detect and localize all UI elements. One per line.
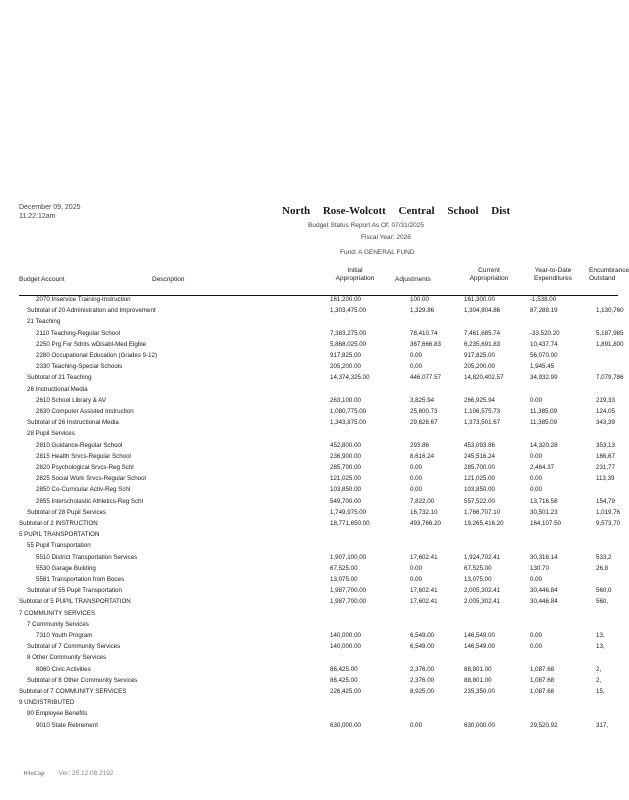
row-description: 2110 Teaching-Regular School [36,329,121,337]
row-adjustments: 0.00 [410,363,423,371]
row-encumbrance: 124,05 [596,408,615,415]
row-encumbrance: 9,573,70 [596,520,621,527]
row-ytd-expenditures: 2,464.37 [530,464,555,471]
row-ytd-expenditures: 0.00 [530,643,543,651]
table-row [0,362,618,372]
row-ytd-expenditures: 0.00 [530,475,543,483]
row-adjustments: 446,077.57 [410,374,441,382]
col-ytd-expenditures [524,267,582,283]
row-description: 5581 Transportation from Boces [36,576,125,583]
row-adjustments: 0.00 [410,352,423,359]
table-row [0,441,618,451]
row-initial-appropriation: 5,868,025.00 [330,340,367,348]
row-current-appropriation: 88,801.00 [464,665,492,673]
row-description: 2280 Occupational Education (Grades 9-12) [36,352,158,359]
row-current-appropriation: 7,461,685.74 [464,329,501,337]
row-current-appropriation: 146,549.00 [464,632,495,639]
row-description: 2810 Guidance-Regular School [36,441,123,449]
table-row [0,418,618,428]
row-adjustments: 17,602.41 [410,553,438,561]
row-description: Subtotal of 5 PUPIL TRANSPORTATION [19,598,131,606]
row-encumbrance: 560,0 [596,587,612,595]
row-encumbrance: 154,79 [596,497,615,505]
row-ytd-expenditures: 11,385.09 [530,419,558,427]
footer-version: Ver: 25.12.08.2192 [58,770,114,777]
table-row [0,575,618,585]
row-description: 7 Community Services [27,620,89,628]
row-ytd-expenditures: 1,087.68 [530,665,555,673]
table-row [0,586,618,596]
row-ytd-expenditures: 87,288.19 [530,307,558,315]
row-ytd-expenditures: 0.00 [530,396,543,404]
row-ytd-expenditures: 10,437.74 [530,340,558,348]
table-row [0,485,618,495]
row-ytd-expenditures: 0.00 [530,486,543,494]
row-ytd-expenditures: 14,320.28 [530,441,558,449]
row-current-appropriation: 121,025.00 [464,475,495,483]
row-current-appropriation: 19,265,416.20 [464,520,504,527]
row-initial-appropriation: 86,425.00 [330,676,358,684]
row-adjustments: 78,410.74 [410,329,438,337]
row-description: Subtotal of 26 Instructional Media [27,419,119,427]
row-current-appropriation: 146,549.00 [464,643,495,651]
row-initial-appropriation: 226,425.00 [330,688,361,695]
row-description: 2850 Co-Curricular Activ-Reg Schl [36,486,131,494]
table-row [0,553,618,563]
row-adjustments: 293.86 [410,441,429,449]
table-row [0,429,618,439]
footer-brand: WinCap [23,770,45,777]
table-row [0,631,618,641]
row-description: 2630 Computer Assisted Instruction [36,408,134,415]
table-row [0,340,624,350]
row-encumbrance: 2, [596,665,602,673]
row-description: 5510 District Transportation Services [36,553,138,561]
row-initial-appropriation: 67,525.00 [330,564,358,572]
row-current-appropriation: 266,925.94 [464,396,495,404]
row-description: 28 Pupil Services [27,430,75,438]
row-adjustments: 1,329.86 [410,307,435,315]
col-initial-line2: Appropriation [335,275,375,282]
row-ytd-expenditures: 1,087.68 [530,688,555,695]
row-initial-appropriation: 1,907,100.00 [330,553,367,561]
row-ytd-expenditures: 11,385.09 [530,408,558,415]
row-current-appropriation: 1,304,804.86 [464,307,501,315]
row-current-appropriation: 1,766,707.10 [464,508,501,516]
row-initial-appropriation: 161,200.00 [330,296,361,303]
row-ytd-expenditures: 0.00 [530,576,543,583]
table-row [0,698,618,708]
row-encumbrance: 1,130,760 [596,307,624,315]
table-row [0,564,618,574]
row-adjustments: 6,549.00 [410,643,435,651]
row-current-appropriation: 103,850.00 [464,486,495,494]
row-adjustments: 8,616.24 [410,452,435,460]
row-adjustments: 493,766.20 [410,520,441,527]
row-adjustments: 7,822.00 [410,497,435,505]
fund-label: Fund: A GENERAL FUND [340,249,415,256]
row-initial-appropriation: 14,374,325.00 [330,374,370,382]
row-current-appropriation: 13,075.00 [464,576,492,583]
row-initial-appropriation: 236,900.00 [330,452,361,460]
table-row [0,508,621,518]
row-encumbrance: 533,2 [596,553,612,561]
table-row [0,407,618,417]
row-description: 7 COMMUNITY SERVICES [19,609,96,617]
row-description: Subtotal of 21 Teaching [27,374,92,382]
row-initial-appropriation: 1,080,775.00 [330,408,367,415]
row-description: Subtotal of 28 Pupil Services [27,508,107,516]
row-ytd-expenditures: 56,070.00 [530,352,558,359]
row-current-appropriation: 1,106,575.73 [464,408,501,415]
row-ytd-expenditures: 1,945.45 [530,363,555,371]
row-description: 2820 Psychological Srvcs-Reg Schl [36,464,134,471]
row-current-appropriation: 2,005,302.41 [464,587,501,595]
row-ytd-expenditures: 30,501.23 [530,508,558,516]
row-initial-appropriation: 1,749,975.00 [330,508,367,516]
row-ytd-expenditures: 1,087.68 [530,676,555,684]
col-budget-account: Budget Account [19,276,65,283]
row-initial-appropriation: 205,200.00 [330,363,361,371]
row-current-appropriation: 1,924,702.41 [464,553,501,561]
row-current-appropriation: 1,373,501.67 [464,419,501,427]
table-row [0,609,618,619]
row-current-appropriation: 205,200.00 [464,363,495,371]
row-current-appropriation: 235,350.00 [464,688,495,695]
row-adjustments: 2,376.00 [410,665,435,673]
row-current-appropriation: 917,825.00 [464,352,495,359]
row-adjustments: 25,800.73 [410,408,438,415]
col-adjustments: Adjustments [395,276,431,283]
row-initial-appropriation: 18,771,650.00 [330,520,370,527]
row-ytd-expenditures: 34,932.99 [530,374,558,382]
row-encumbrance: 231,77 [596,464,615,471]
row-adjustments: 2,376.00 [410,676,435,684]
row-description: Subtotal of 2 INSTRUCTION [19,520,98,527]
row-adjustments: 3,825.94 [410,396,435,404]
row-current-appropriation: 161,300.00 [464,296,495,303]
row-initial-appropriation: 285,700.00 [330,464,361,471]
row-encumbrance: 353,13 [596,441,615,449]
row-encumbrance: 2, [596,676,602,684]
row-current-appropriation: 630,000.00 [464,721,495,729]
row-initial-appropriation: 121,025.00 [330,475,361,483]
row-encumbrance: 219,33 [596,396,615,404]
row-current-appropriation: 88,801.00 [464,676,492,684]
row-ytd-expenditures: 164,107.50 [530,520,561,527]
table-row [0,463,618,473]
row-ytd-expenditures: 0.00 [530,632,543,639]
row-initial-appropriation: 917,825.00 [330,352,361,359]
row-ytd-expenditures: 30,446.84 [530,598,558,606]
row-ytd-expenditures: -33,520.20 [530,329,560,337]
table-row [0,351,618,361]
row-current-appropriation: 67,525.00 [464,564,492,572]
table-row [0,597,618,607]
table-row [0,721,618,731]
row-ytd-expenditures: 30,316.14 [530,553,558,561]
row-initial-appropriation: 1,987,700.00 [330,587,367,595]
col-ytd-line2: Expenditures [534,275,572,282]
row-description: 55 Pupil Transportation [27,542,91,550]
col-ytd-line1: Year-to-Date [534,267,572,274]
col-description: Description [152,276,185,283]
row-adjustments: 29,626.67 [410,419,438,427]
row-current-appropriation: 6,235,691.83 [464,340,501,348]
row-adjustments: 6,549.00 [410,632,435,639]
row-current-appropriation: 285,700.00 [464,464,495,471]
row-ytd-expenditures: -1,538.00 [530,296,557,303]
table-row [0,306,624,316]
row-description: 8 Other Community Services [27,654,107,662]
table-row [0,474,618,484]
row-adjustments: 0.00 [410,464,423,471]
table-row [0,373,624,383]
row-description: 9010 State Retirement [36,721,98,729]
col-enc-line1: Encumbrance [589,267,629,274]
row-description: Subtotal of 8 Other Community Services [27,676,138,684]
table-row [0,642,618,652]
row-encumbrance: 7,079,786 [596,374,624,382]
col-enc-line2: Outstand [589,275,616,282]
table-row [0,676,618,686]
row-initial-appropriation: 1,303,475.00 [330,307,367,315]
row-current-appropriation: 453,093.86 [464,441,495,449]
report-time: 11:22:12am [19,213,56,220]
row-description: Subtotal of 7 Community Services [27,643,121,651]
row-ytd-expenditures: 29,520.92 [530,721,558,729]
table-row [0,530,618,540]
row-description: Subtotal of 55 Pupil Transportation [27,587,122,595]
row-description: 2250 Prg For Sdnts wDisabl-Med Elgble [36,340,147,348]
table-row [0,653,618,663]
report-date-block [19,203,80,221]
row-initial-appropriation: 1,987,700.00 [330,598,367,606]
row-initial-appropriation: 13,075.00 [330,576,358,583]
row-adjustments: 17,602.41 [410,587,438,595]
table-row [0,329,624,339]
row-description: 2815 Health Srvcs-Regular School [36,452,131,460]
table-row [0,519,621,529]
row-current-appropriation: 14,820,402.57 [464,374,504,382]
row-adjustments: 0.00 [410,721,423,729]
row-encumbrance: 13, [596,643,605,651]
row-initial-appropriation: 7,383,275.00 [330,329,367,337]
col-current-line1: Current [478,267,500,274]
row-encumbrance: 15, [596,688,605,695]
row-adjustments: 0.00 [410,576,423,583]
row-description: 21 Teaching [27,318,61,326]
row-encumbrance: 343,39 [596,419,615,427]
table-row [0,709,618,719]
row-encumbrance: 26,8 [596,564,609,572]
row-description: Subtotal of 20 Administration and Improvement [27,307,156,315]
col-initial-line1: Initial [347,267,363,274]
row-initial-appropriation: 140,000.00 [330,643,361,651]
row-initial-appropriation: 103,850.00 [330,486,361,494]
row-encumbrance: 1,019,76 [596,508,621,516]
row-initial-appropriation: 452,800.00 [330,441,361,449]
row-description: 26 Instructional Media [27,385,88,393]
row-adjustments: 16,732.10 [410,508,438,516]
fiscal-year: Fiscal Year: 2026 [361,234,411,241]
row-adjustments: 0.00 [410,486,423,494]
table-row [0,385,618,395]
row-encumbrance: 1,891,800 [596,340,624,348]
row-current-appropriation: 557,522.00 [464,497,495,505]
row-description: 9 UNDISTRIBUTED [19,699,75,707]
row-description: 2070 Inservice Training-Instruction [36,296,131,303]
row-adjustments: 0.00 [410,475,423,483]
row-adjustments: 17,602.41 [410,598,438,606]
report-date: December 09, 2025 [19,204,81,211]
row-encumbrance: 5,187,985 [596,329,624,337]
row-description: 90 Employee Benefits [27,710,88,718]
row-initial-appropriation: 549,700.00 [330,497,361,505]
row-encumbrance: 13, [596,632,605,639]
row-description: 8060 Civic Activities [36,665,91,673]
row-initial-appropriation: 630,000.00 [330,721,361,729]
row-encumbrance: 317, [596,721,609,729]
row-description: 2610 School Library & AV [36,396,107,404]
row-description: 5 PUPIL TRANSPORTATION [19,531,100,539]
table-row [0,452,618,462]
table-row [0,497,618,507]
footer [23,770,114,777]
col-initial-appropriation [326,267,384,283]
row-encumbrance: 166,67 [596,452,615,460]
row-initial-appropriation: 1,343,875.00 [330,419,367,427]
row-description: 2825 Social Work Srvcs-Regular School [36,475,146,483]
table-row [0,317,618,327]
row-description: 5530 Garage Building [36,564,96,572]
row-adjustments: 100.00 [410,296,429,303]
row-encumbrance: 113,39 [596,475,615,483]
row-encumbrance: 560, [596,598,609,606]
row-current-appropriation: 245,516.24 [464,452,495,460]
row-description: 2330 Teaching-Special Schools [36,363,123,371]
row-ytd-expenditures: 13,716.58 [530,497,558,505]
row-ytd-expenditures: 0.00 [530,452,543,460]
row-initial-appropriation: 263,100.00 [330,396,361,404]
table-row [0,687,618,697]
col-current-line2: Appropriation [469,275,509,282]
col-encumbrance [589,267,629,283]
row-ytd-expenditures: 130.70 [530,564,549,572]
row-description: 2855 Interscholastic Athletics-Reg Schl [36,497,143,505]
table-row [0,665,618,675]
row-ytd-expenditures: 30,446.84 [530,587,558,595]
table-row [0,396,618,406]
report-title: North Rose-Wolcott Central School Dist [282,205,511,217]
table-row [0,295,618,305]
row-description: 7310 Youth Program [36,632,93,639]
row-adjustments: 8,925.00 [410,688,435,695]
col-current-appropriation [456,267,522,283]
row-current-appropriation: 2,005,302.41 [464,598,501,606]
table-row [0,541,618,551]
row-initial-appropriation: 86,425.00 [330,665,358,673]
row-adjustments: 367,666.83 [410,340,441,348]
row-adjustments: 0.00 [410,564,423,572]
table-row [0,620,618,630]
report-subtitle: Budget Status Report As Of: 07/31/2025 [308,222,424,229]
row-description: Subtotal of 7 COMMUNITY SERVICES [19,688,127,695]
row-initial-appropriation: 140,000.00 [330,632,361,639]
